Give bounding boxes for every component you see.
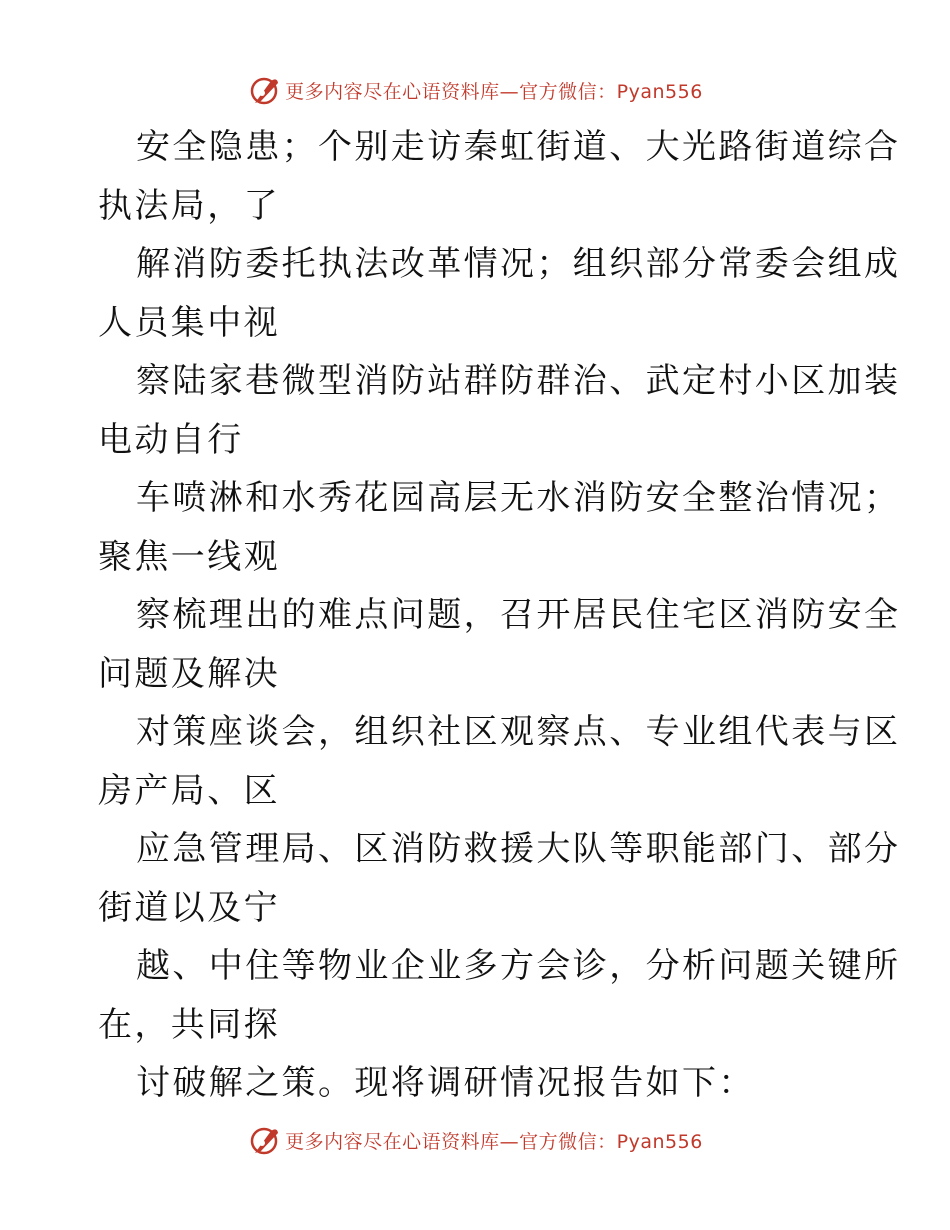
watermark-label: 更多内容尽在心语资料库—官方微信： xyxy=(285,1130,617,1153)
body-line: 问题及解决 xyxy=(98,653,280,694)
body-line: 应急管理局、区消防救援大队等职能部门、部分 xyxy=(136,829,901,869)
body-line: 安全隐患；个别走访秦虹街道、大光路街道综合 xyxy=(136,127,901,167)
body-line: 察陆家巷微型消防站群防群治、武定村小区加装 xyxy=(136,361,901,401)
watermark-wechat-id: Pyan556 xyxy=(616,80,703,103)
footer-watermark xyxy=(0,1120,950,1160)
body-line: 讨破解之策。现将调研情况报告如下： xyxy=(136,1063,755,1103)
body-line: 对策座谈会，组织社区观察点、专业组代表与区 xyxy=(136,712,901,752)
body-line: 房产局、区 xyxy=(98,770,280,811)
watermark-wechat-id: Pyan556 xyxy=(616,1130,703,1153)
body-line: 人员集中视 xyxy=(98,302,280,343)
body-line: 执法局，了 xyxy=(98,185,280,226)
watermark-label: 更多内容尽在心语资料库—官方微信： xyxy=(285,80,617,103)
header-watermark xyxy=(0,70,950,110)
body-line: 电动自行 xyxy=(98,419,244,460)
quill-pen-logo-icon xyxy=(247,1123,281,1157)
body-line: 车喷淋和水秀花园高层无水消防安全整治情况； xyxy=(136,478,901,518)
body-line: 解消防委托执法改革情况；组织部分常委会组成 xyxy=(136,244,901,284)
body-line: 街道以及宁 xyxy=(98,887,280,928)
watermark-text xyxy=(285,77,703,104)
watermark-text xyxy=(285,1127,703,1154)
body-line: 聚焦一线观 xyxy=(98,536,280,577)
quill-pen-logo-icon xyxy=(247,73,281,107)
body-line: 越、中住等物业企业多方会诊，分析问题关键所 xyxy=(136,946,901,986)
body-line: 在，共同探 xyxy=(98,1004,280,1045)
body-line: 察梳理出的难点问题，召开居民住宅区消防安全 xyxy=(136,595,901,635)
document-body xyxy=(98,118,901,1113)
